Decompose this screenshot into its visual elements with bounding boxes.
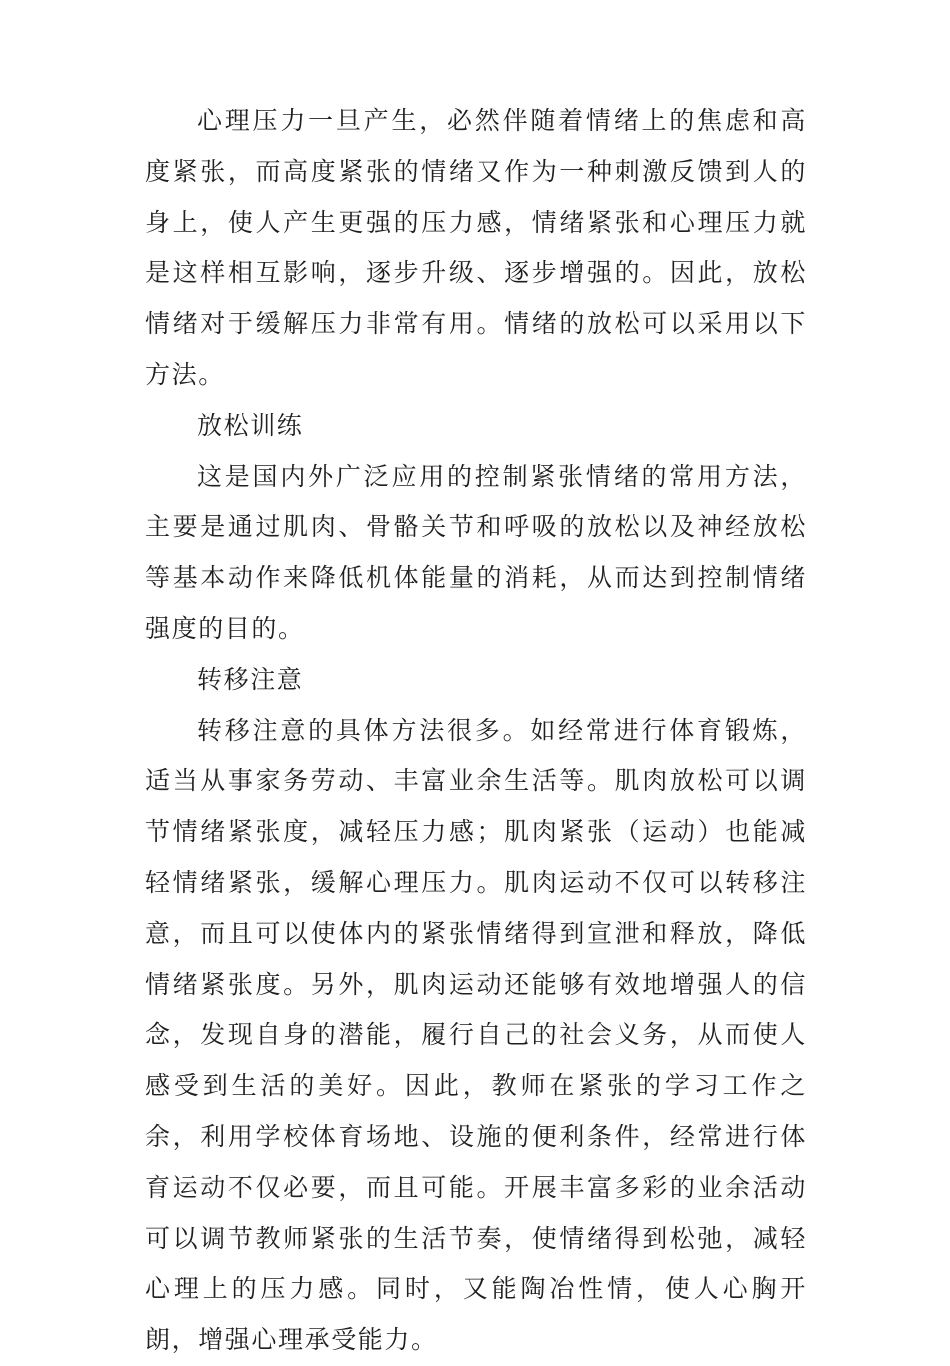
heading-shift-attention: 转移注意: [197, 664, 304, 694]
paragraph-relaxation-training: 这是国内外广泛应用的控制紧张情绪的常用方法，主要是通过肌肉、骨骼关节和呼吸的放松以及神经放松等基本动作来降低机体能量的消耗，从而达到控制情绪强度的目的。: [145, 461, 807, 643]
paragraph-intro: 心理压力一旦产生，必然伴随着情绪上的焦虑和高度紧张，而高度紧张的情绪又作为一种刺激反馈到人的身上，使人产生更强的压力感，情绪紧张和心理压力就是这样相互影响，逐步升级、逐步增强的。因此，放松情绪对于缓解压力非常有用。情绪的放松可以采用以下方法。: [145, 106, 807, 389]
paragraph-shift-attention: 转移注意的具体方法很多。如经常进行体育锻炼，适当从事家务劳动、丰富业余生活等。肌肉放松可以调节情绪紧张度，减轻压力感；肌肉紧张（运动）也能减轻情绪紧张，缓解心理压力。肌肉运动不仅可以转移注意，而且可以使体内的紧张情绪得到宣泄和释放，降低情绪紧张度。另外，肌肉运动还能够有效地增强人的信念，发现自身的潜能，履行自己的社会义务，从而使人感受到生活的美好。因此，教师在紧张的学习工作之余，利用学校体育场地、设施的便利条件，经常进行体育运动不仅必要，而且可能。开展丰富多彩的业余活动可以调节教师紧张的生活节奏，使情绪得到松弛，减轻心理上的压力感。同时，又能陶冶性情，使人心胸开朗，增强心理承受能力。: [145, 715, 807, 1355]
heading-relaxation-training: 放松训练: [197, 410, 304, 440]
document-body: [145, 96, 807, 1366]
